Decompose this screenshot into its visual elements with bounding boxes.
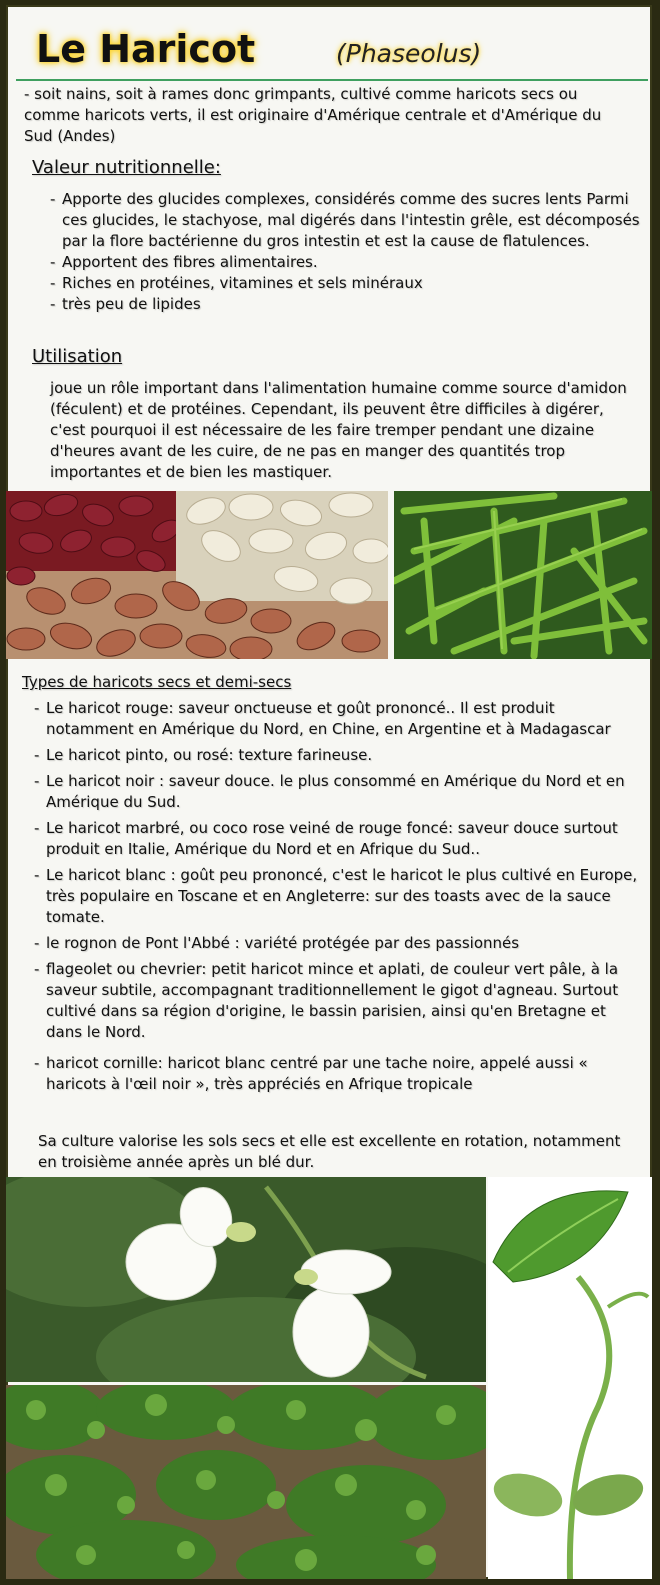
list-item: - Le haricot blanc : goût peu prononcé, c'est le haricot le plus cultivé en Europe, très populaire en Toscane et en Angleterre: sur des toasts avec de la sauce tomate. — [34, 865, 638, 928]
list-item: - le rognon de Pont l'Abbé : variété protégée par des passionnés — [34, 933, 638, 954]
list-item: - Le haricot marbré, ou coco rose veiné de rouge foncé: saveur douce surtout produit en Italie, Amérique du Nord et en Afrique du Sud.. — [34, 818, 638, 860]
green-beans-photo — [394, 491, 652, 659]
usage-heading: Utilisation — [32, 346, 123, 367]
types-list — [34, 698, 638, 1100]
list-item: - Le haricot pinto, ou rosé: texture farineuse. — [34, 745, 638, 766]
types-heading: Types de haricots secs et demi-secs — [22, 673, 292, 691]
poster — [6, 5, 652, 1579]
intro-text: - soit nains, soit à rames donc grimpants, cultivé comme haricots secs ou comme haricots verts, il est originaire d'Amérique centrale et d'Amérique du Sud (Andes) — [24, 85, 602, 145]
title-divider — [16, 79, 648, 81]
page-title: Le Haricot — [36, 27, 256, 71]
bean-field-photo — [6, 1385, 486, 1579]
bean-flower-photo — [6, 1177, 486, 1382]
list-item: - haricot cornille: haricot blanc centré par une tache noire, appelé aussi « haricots à l'œil noir », très appréciés en Afrique tropicale — [34, 1053, 638, 1095]
nutrition-list — [50, 189, 640, 315]
list-item: - très peu de lipides — [50, 294, 640, 315]
bean-seedling-photo — [488, 1177, 652, 1579]
latin-name: (Phaseolus) — [336, 39, 482, 68]
nutrition-heading: Valeur nutritionnelle: — [32, 157, 221, 178]
usage-text: joue un rôle important dans l'alimentation humaine comme source d'amidon (féculent) et de protéines. Cependant, ils peuvent être difficiles à digérer, c'est pourquoi il est nécessaire de les faire tremper pendant une dizaine d'heures avant de les cuire, de ne pas en manger des quantités trop importantes et de bien les mastiquer. — [50, 379, 627, 481]
list-item: - Apporte des glucides complexes, considérés comme des sucres lents Parmi ces glucides, le stachyose, mal digérés dans l'intestin grêle, est décomposés par la flore bactérienne du gros intestin et est la cause de flatulences. — [50, 189, 640, 252]
culture-text: Sa culture valorise les sols secs et elle est excellente en rotation, notamment en troisième année après un blé dur. — [38, 1132, 621, 1171]
dried-beans-photo — [6, 491, 388, 659]
list-item: - Le haricot noir : saveur douce. le plus consommé en Amérique du Nord et en Amérique du Sud. — [34, 771, 638, 813]
list-item: - Apportent des fibres alimentaires. — [50, 252, 640, 273]
list-item: - flageolet ou chevrier: petit haricot mince et aplati, de couleur vert pâle, à la saveur subtile, accompagnant traditionnellement le gigot d'agneau. Surtout cultivé dans sa région d'origine, le bassin parisien, ainsi qu'en Bretagne et dans le Nord. — [34, 959, 638, 1043]
list-item: - Riches en protéines, vitamines et sels minéraux — [50, 273, 640, 294]
list-item: - Le haricot rouge: saveur onctueuse et goût prononcé.. Il est produit notamment en Amérique du Nord, en Chine, en Argentine et à Madagascar — [34, 698, 638, 740]
